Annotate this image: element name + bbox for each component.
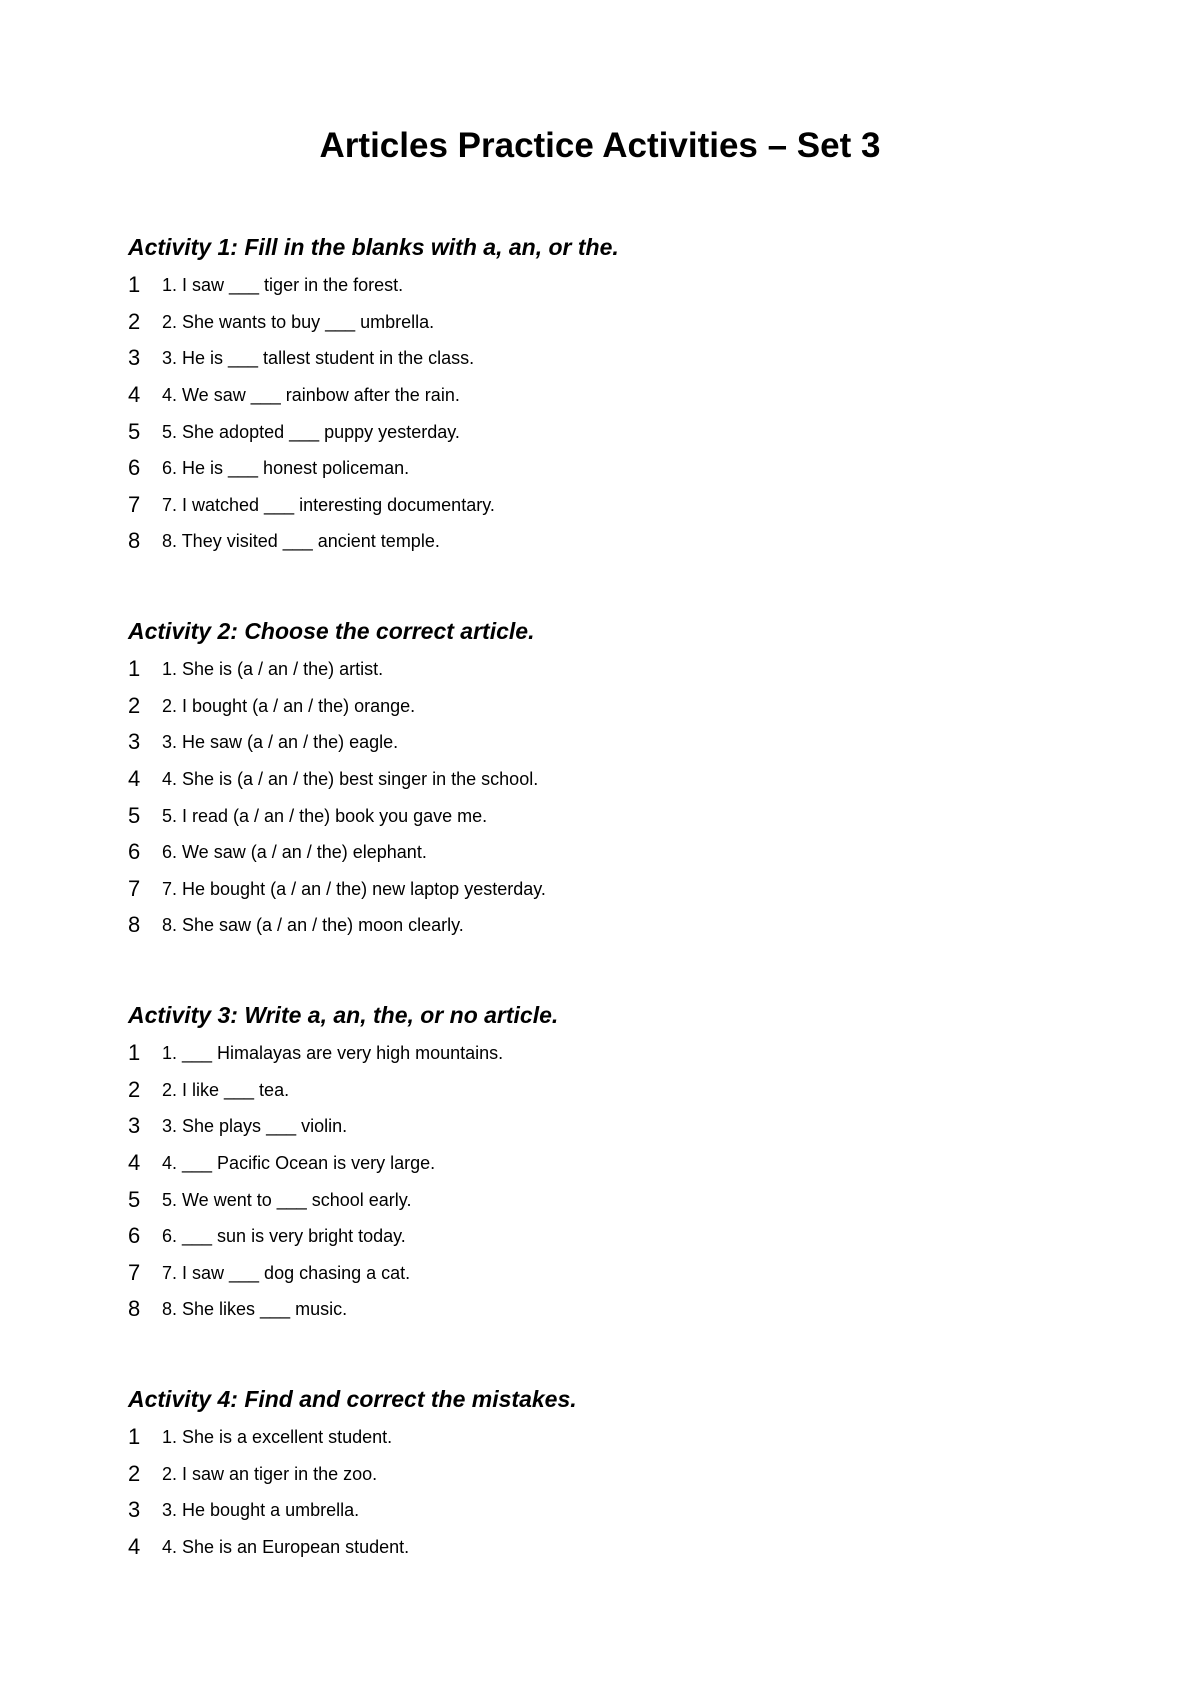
activity-2-list: [128, 651, 1128, 944]
activity-4-heading: Activity 4: Find and correct the mistakes.: [128, 1386, 577, 1412]
item-text: 3. He is ___ tallest student in the class.: [162, 348, 475, 369]
item-number: 7: [128, 491, 141, 517]
item-text: 7. I watched ___ interesting documentary.: [162, 494, 495, 515]
item-text: 5. I read (a / an / the) book you gave me.: [162, 805, 488, 826]
item-text: 6. He is ___ honest policeman.: [162, 458, 410, 479]
activity-3-list: [128, 1035, 1128, 1328]
list-item: [128, 1108, 1128, 1145]
item-number: 1: [128, 1040, 141, 1066]
item-text: 8. She likes ___ music.: [162, 1299, 348, 1320]
item-text: 4. She is (a / an / the) best singer in the school.: [162, 769, 539, 790]
list-item: [128, 1529, 1128, 1566]
item-number: 2: [128, 692, 141, 718]
item-text: 1. She is a excellent student.: [162, 1427, 393, 1448]
item-number: 3: [128, 729, 141, 755]
item-text: 2. She wants to buy ___ umbrella.: [162, 311, 435, 332]
list-item: [128, 304, 1128, 341]
item-text: 3. He saw (a / an / the) eagle.: [162, 732, 399, 753]
list-item: [128, 377, 1128, 414]
item-text: 5. She adopted ___ puppy yesterday.: [162, 421, 460, 442]
item-text: 8. They visited ___ ancient temple.: [162, 531, 440, 552]
item-text: 4. She is an European student.: [162, 1537, 410, 1558]
item-number: 4: [128, 766, 141, 792]
list-item: [128, 871, 1128, 908]
item-text: 2. I saw an tiger in the zoo.: [162, 1463, 378, 1484]
list-item: [128, 1456, 1128, 1493]
activity-1-list: [128, 267, 1128, 560]
item-text: 3. She plays ___ violin.: [162, 1116, 348, 1137]
list-item: [128, 1035, 1128, 1072]
list-item: [128, 1492, 1128, 1529]
list-item: [128, 651, 1128, 688]
list-item: [128, 450, 1128, 487]
list-item: [128, 1218, 1128, 1255]
item-number: 3: [128, 1497, 141, 1523]
list-item: [128, 834, 1128, 871]
item-number: 8: [128, 912, 141, 938]
item-text: 4. We saw ___ rainbow after the rain.: [162, 385, 460, 406]
item-number: 4: [128, 1150, 141, 1176]
item-number: 6: [128, 1223, 141, 1249]
item-number: 5: [128, 802, 141, 828]
list-item: [128, 523, 1128, 560]
activity-2-section: [128, 617, 1128, 944]
item-number: 5: [128, 1186, 141, 1212]
activity-3-section: [128, 1001, 1128, 1328]
list-item: [128, 1181, 1128, 1218]
item-text: 8. She saw (a / an / the) moon clearly.: [162, 915, 464, 936]
list-item: [128, 1291, 1128, 1328]
activity-2-heading: Activity 2: Choose the correct article.: [128, 618, 535, 644]
item-number: 2: [128, 1460, 141, 1486]
activity-3-heading: Activity 3: Write a, an, the, or no article.: [128, 1002, 559, 1028]
item-text: 7. I saw ___ dog chasing a cat.: [162, 1262, 411, 1283]
item-number: 6: [128, 839, 141, 865]
item-number: 4: [128, 382, 141, 408]
list-item: [128, 1255, 1128, 1292]
item-text: 7. He bought (a / an / the) new laptop yesterday.: [162, 878, 546, 899]
activity-4-section: [128, 1385, 1128, 1565]
item-text: 4. ___ Pacific Ocean is very large.: [162, 1153, 436, 1174]
item-number: 1: [128, 656, 141, 682]
item-number: 1: [128, 272, 141, 298]
list-item: [128, 761, 1128, 798]
item-number: 4: [128, 1534, 141, 1560]
list-item: [128, 1072, 1128, 1109]
item-number: 3: [128, 1113, 141, 1139]
item-text: 1. I saw ___ tiger in the forest.: [162, 275, 404, 296]
list-item: [128, 340, 1128, 377]
item-number: 3: [128, 345, 141, 371]
activity-1-section: [128, 233, 1128, 560]
item-number: 1: [128, 1424, 141, 1450]
list-item: [128, 724, 1128, 761]
list-item: [128, 797, 1128, 834]
list-item: [128, 487, 1128, 524]
list-item: [128, 1145, 1128, 1182]
item-number: 5: [128, 418, 141, 444]
item-text: 2. I bought (a / an / the) orange.: [162, 695, 416, 716]
item-text: 5. We went to ___ school early.: [162, 1189, 412, 1210]
item-text: 2. I like ___ tea.: [162, 1079, 290, 1100]
item-text: 3. He bought a umbrella.: [162, 1500, 360, 1521]
list-item: [128, 907, 1128, 944]
list-item: [128, 267, 1128, 304]
list-item: [128, 1419, 1128, 1456]
item-number: 2: [128, 308, 141, 334]
list-item: [128, 413, 1128, 450]
page-title: Articles Practice Activities – Set 3: [319, 126, 881, 165]
list-item: [128, 688, 1128, 725]
activity-1-heading: Activity 1: Fill in the blanks with a, an, or the.: [128, 234, 619, 260]
item-number: 2: [128, 1076, 141, 1102]
item-text: 1. She is (a / an / the) artist.: [162, 659, 384, 680]
item-text: 6. We saw (a / an / the) elephant.: [162, 842, 427, 863]
item-number: 6: [128, 455, 141, 481]
item-text: 6. ___ sun is very bright today.: [162, 1226, 406, 1247]
activity-4-list: [128, 1419, 1128, 1565]
item-number: 8: [128, 1296, 141, 1322]
item-text: 1. ___ Himalayas are very high mountains.: [162, 1043, 504, 1064]
item-number: 7: [128, 875, 141, 901]
item-number: 7: [128, 1259, 141, 1285]
item-number: 8: [128, 528, 141, 554]
